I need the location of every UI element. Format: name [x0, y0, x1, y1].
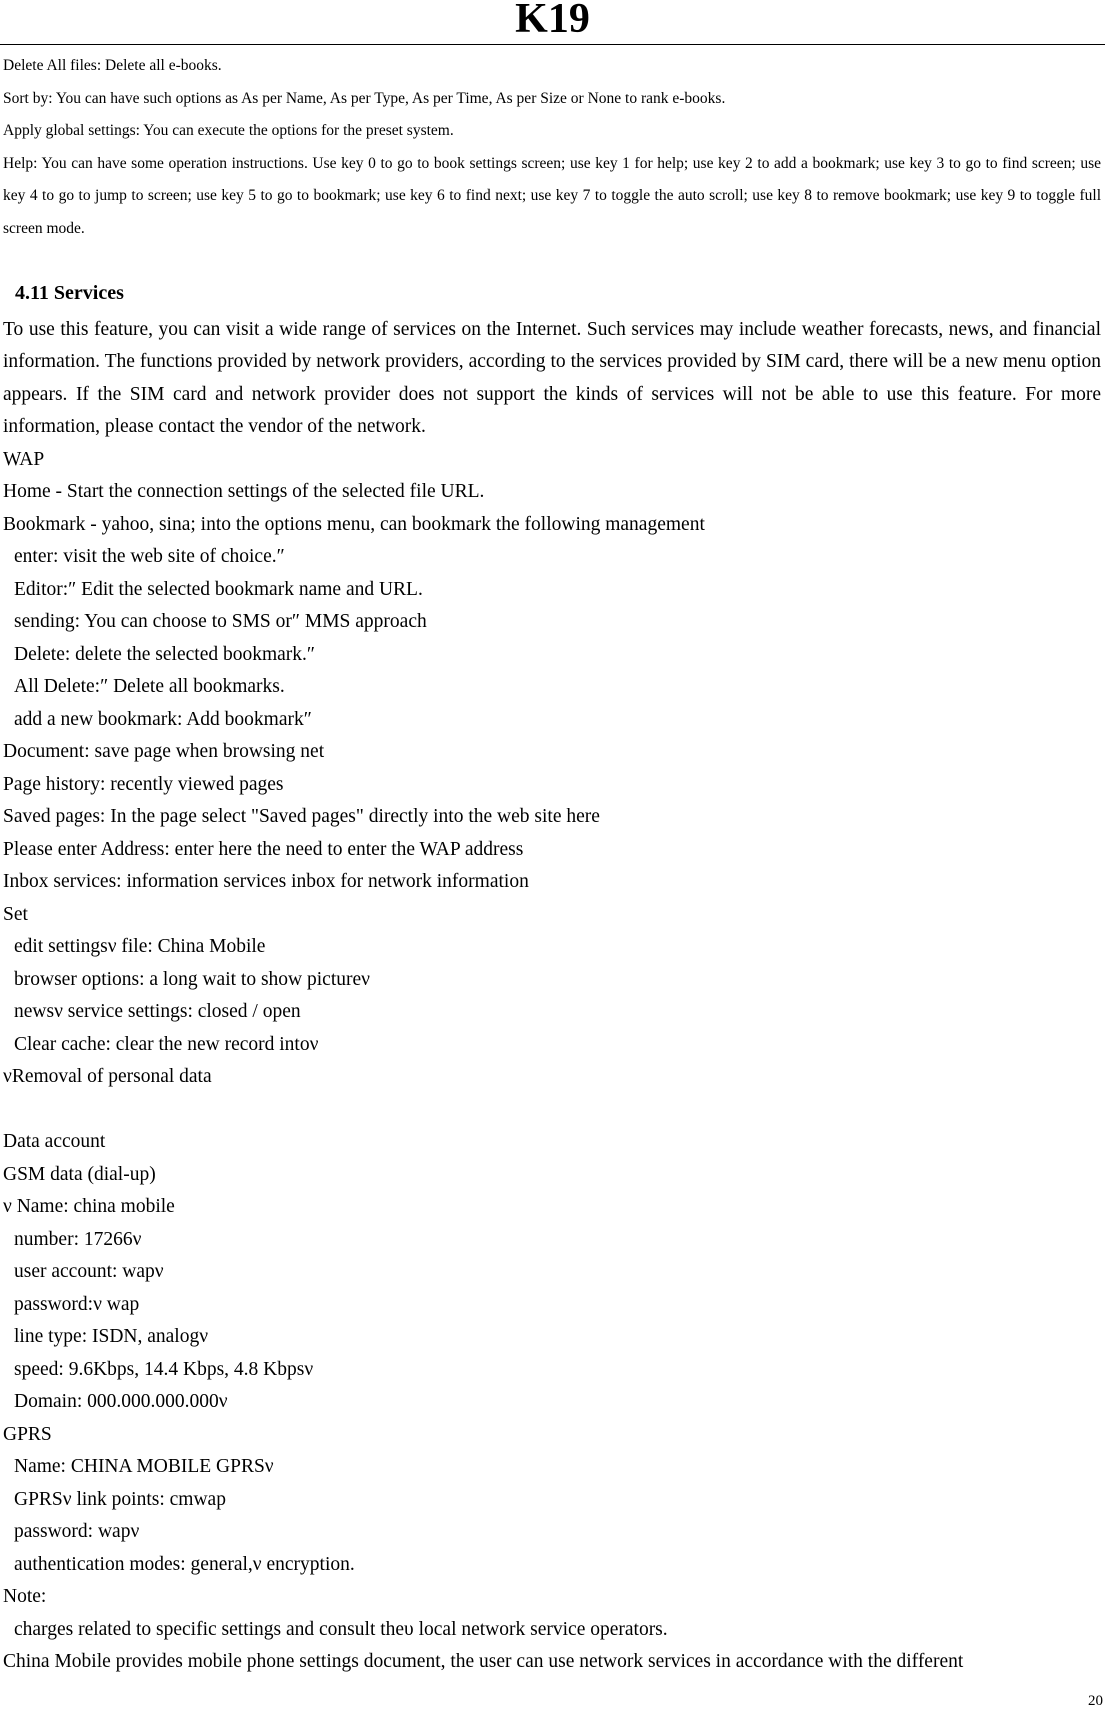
- text-line: GPRS: [3, 1423, 52, 1445]
- text-line: GPRSν link points: cmwap: [14, 1488, 226, 1510]
- text-line: sending: You can choose to SMS or″ MMS approach: [14, 611, 427, 633]
- blank-line: [3, 1094, 1101, 1127]
- text-line: line type: ISDN, analogν: [14, 1326, 209, 1348]
- text-line: Clear cache: clear the new record intoν: [14, 1033, 319, 1055]
- text-line: ν Name: china mobile: [3, 1196, 175, 1218]
- intro-paragraph: To use this feature, you can visit a wide range of services on the Internet. Such services may include weather forecasts, news, and financial information. The functions provided by network providers, according to the services provided by SIM card, there will be a new menu option appears. If the SIM card and network provider does not support the kinds of services will not be able to use this feature. For more information, please contact the vendor of the network.: [3, 318, 1101, 438]
- section-heading: 4.11 Services: [15, 281, 124, 304]
- text-line: Document: save page when browsing net: [3, 741, 325, 763]
- document-title: K19: [515, 0, 590, 42]
- text-line: Domain: 000.000.000.000ν: [14, 1391, 228, 1413]
- text-line: Note:: [3, 1586, 47, 1608]
- text-line: user account: wapν: [14, 1261, 164, 1283]
- text-line: newsν service settings: closed / open: [14, 1001, 301, 1023]
- text-line: All Delete:″ Delete all bookmarks.: [14, 676, 285, 698]
- text-line: νRemoval of personal data: [3, 1066, 212, 1088]
- text-line: password: wapν: [14, 1521, 140, 1543]
- text-line: Name: CHINA MOBILE GPRSν: [14, 1456, 274, 1478]
- text-line: Data account: [3, 1131, 106, 1153]
- help-paragraph: Help: You can have some operation instructions. Use key 0 to go to book settings screen; use key 1 for help; use key 2 to add a bookmark; use key 3 to go to find screen; use key 4 to go to jump to screen; use key 5 to go to bookmark; use key 6 to find next; use key 7 to toggle the auto scroll; use key 8 to remove bookmark; use key 9 to toggle full screen mode.: [3, 154, 1101, 237]
- text-line: browser options: a long wait to show pictureν: [14, 968, 370, 990]
- text-line: add a new bookmark: Add bookmark″: [14, 708, 312, 730]
- text-line: password:ν wap: [14, 1293, 140, 1315]
- text-line: Sort by: You can have such options as As per Name, As per Type, As per Time, As per Size or None to rank e-books.: [3, 89, 726, 107]
- text-line: enter: visit the web site of choice.″: [14, 546, 285, 568]
- text-line: charges related to specific settings and consult theυ local network service operators.: [14, 1618, 668, 1640]
- text-line: WAP: [3, 448, 45, 470]
- page-number: 20: [1088, 1693, 1103, 1709]
- text-line: authentication modes: general,ν encryption.: [14, 1553, 355, 1575]
- text-line: Delete: delete the selected bookmark.″: [14, 643, 316, 665]
- header-divider: [0, 44, 1105, 45]
- text-line: Please enter Address: enter here the need to enter the WAP address: [3, 838, 524, 860]
- text-line: Delete All files: Delete all e-books.: [3, 57, 222, 74]
- text-line: Editor:″ Edit the selected bookmark name and URL.: [14, 578, 423, 600]
- text-line: Home - Start the connection settings of the selected file URL.: [3, 481, 485, 503]
- text-line: China Mobile provides mobile phone settings document, the user can use network services in accordance with the different: [3, 1651, 964, 1673]
- text-line: number: 17266ν: [14, 1228, 142, 1250]
- text-line: Inbox services: information services inbox for network information: [3, 871, 529, 893]
- text-line: Bookmark - yahoo, sina; into the options menu, can bookmark the following management: [3, 513, 705, 535]
- text-line: Page history: recently viewed pages: [3, 773, 284, 795]
- page-content: [3, 50, 1101, 1679]
- text-line: Apply global settings: You can execute the options for the preset system.: [3, 122, 454, 140]
- text-line: Saved pages: In the page select "Saved pages" directly into the web site here: [3, 806, 600, 828]
- text-line: speed: 9.6Kbps, 14.4 Kbps, 4.8 Kbpsν: [14, 1358, 314, 1380]
- text-line: GSM data (dial-up): [3, 1163, 156, 1185]
- text-line: edit settingsν file: China Mobile: [14, 936, 266, 958]
- text-line: Set: [3, 903, 28, 925]
